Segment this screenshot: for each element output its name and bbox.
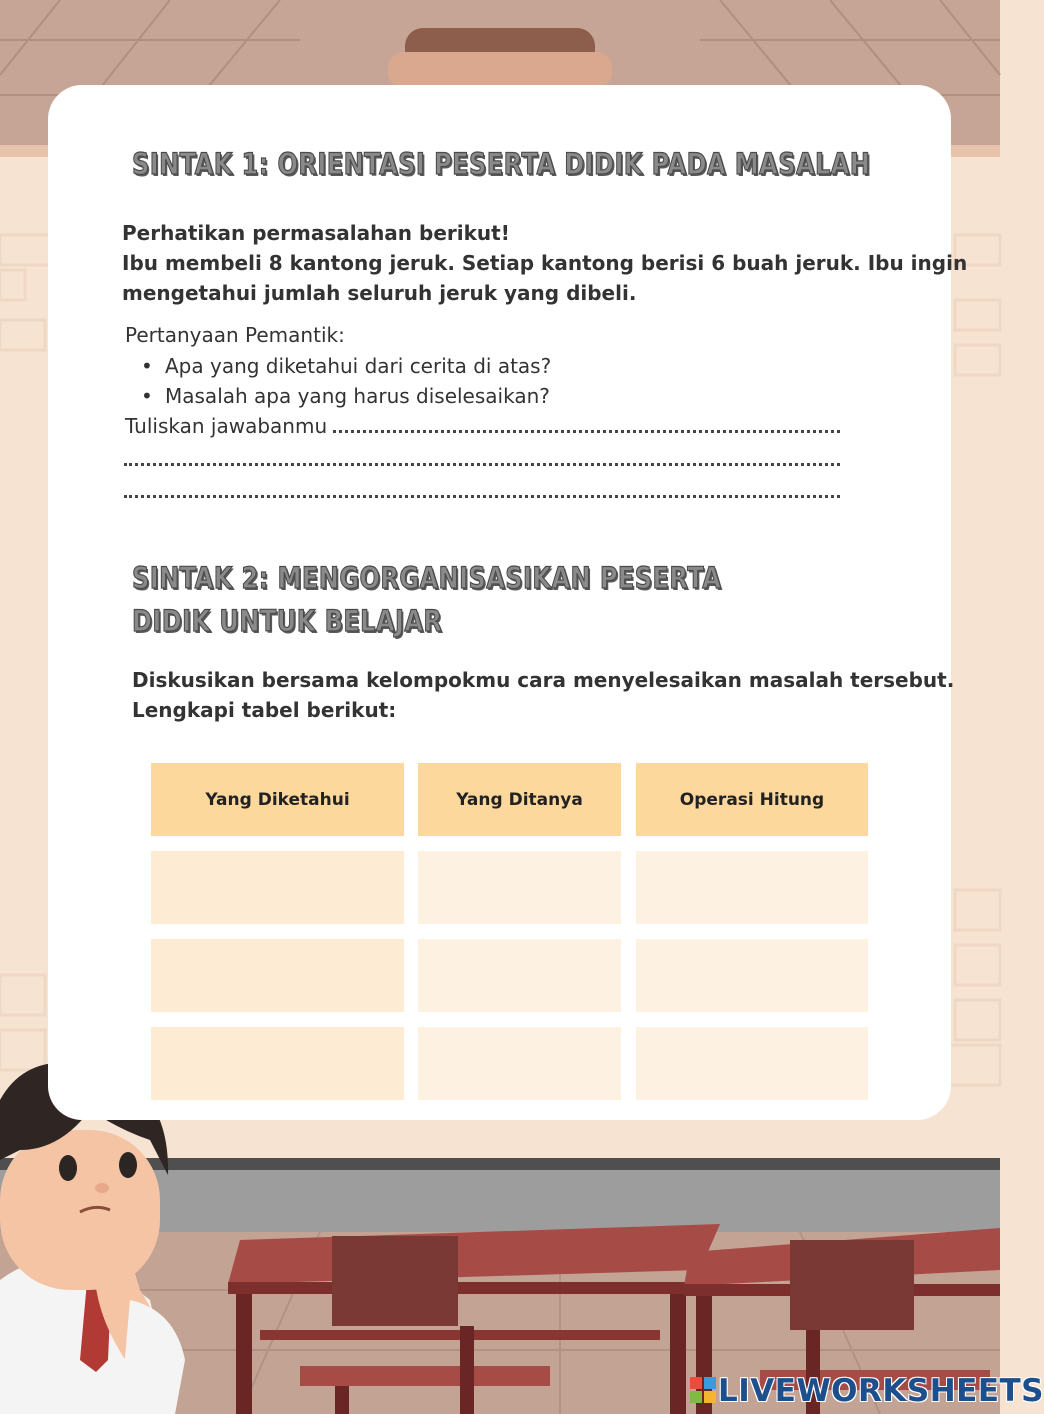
sintak2-instruction-line1: Diskusikan bersama kelompokmu cara menyelesaikan masalah tersebut.: [132, 668, 955, 692]
table-cell[interactable]: [636, 1027, 868, 1100]
table-cell[interactable]: [636, 851, 868, 924]
question-item: • Masalah apa yang harus diselesaikan?: [165, 384, 550, 408]
answer-line[interactable]: [124, 459, 840, 466]
question-item: • Apa yang diketahui dari cerita di atas?: [165, 354, 551, 378]
table-cell[interactable]: [151, 939, 404, 1012]
answer-line[interactable]: [124, 491, 840, 498]
table-cell[interactable]: [418, 1027, 621, 1100]
liveworksheets-logo-icon: [690, 1377, 716, 1403]
answer-prompt: Tuliskan jawabanmu: [125, 414, 328, 438]
sintak2-heading: SINTAK 2: MENGORGANISASIKAN PESERTA DIDIK UNTUK BELAJAR: [132, 561, 722, 638]
table-cell[interactable]: [151, 1027, 404, 1100]
table-cell[interactable]: [151, 851, 404, 924]
table-header-ditanya: Yang Ditanya: [418, 763, 621, 836]
sintak1-heading: SINTAK 1: ORIENTASI PESERTA DIDIK PADA MASALAH: [132, 147, 871, 181]
answer-line[interactable]: [333, 426, 840, 433]
table-cell[interactable]: [418, 851, 621, 924]
sintak2-instruction-line2: Lengkapi tabel berikut:: [132, 698, 397, 722]
sintak1-intro: Perhatikan permasalahan berikut!: [122, 221, 510, 245]
table-header-diketahui: Yang Diketahui: [151, 763, 404, 836]
table-cell[interactable]: [636, 939, 868, 1012]
sintak1-problem-line1: Ibu membeli 8 kantong jeruk. Setiap kantong berisi 6 buah jeruk. Ibu ingin: [122, 251, 968, 275]
table-header-operasi: Operasi Hitung: [636, 763, 868, 836]
sintak1-problem-line2: mengetahui jumlah seluruh jeruk yang dibeli.: [122, 281, 637, 305]
liveworksheets-watermark: LIVEWORKSHEETS: [718, 1373, 1044, 1409]
questions-label: Pertanyaan Pemantik:: [125, 323, 345, 347]
table-cell[interactable]: [418, 939, 621, 1012]
